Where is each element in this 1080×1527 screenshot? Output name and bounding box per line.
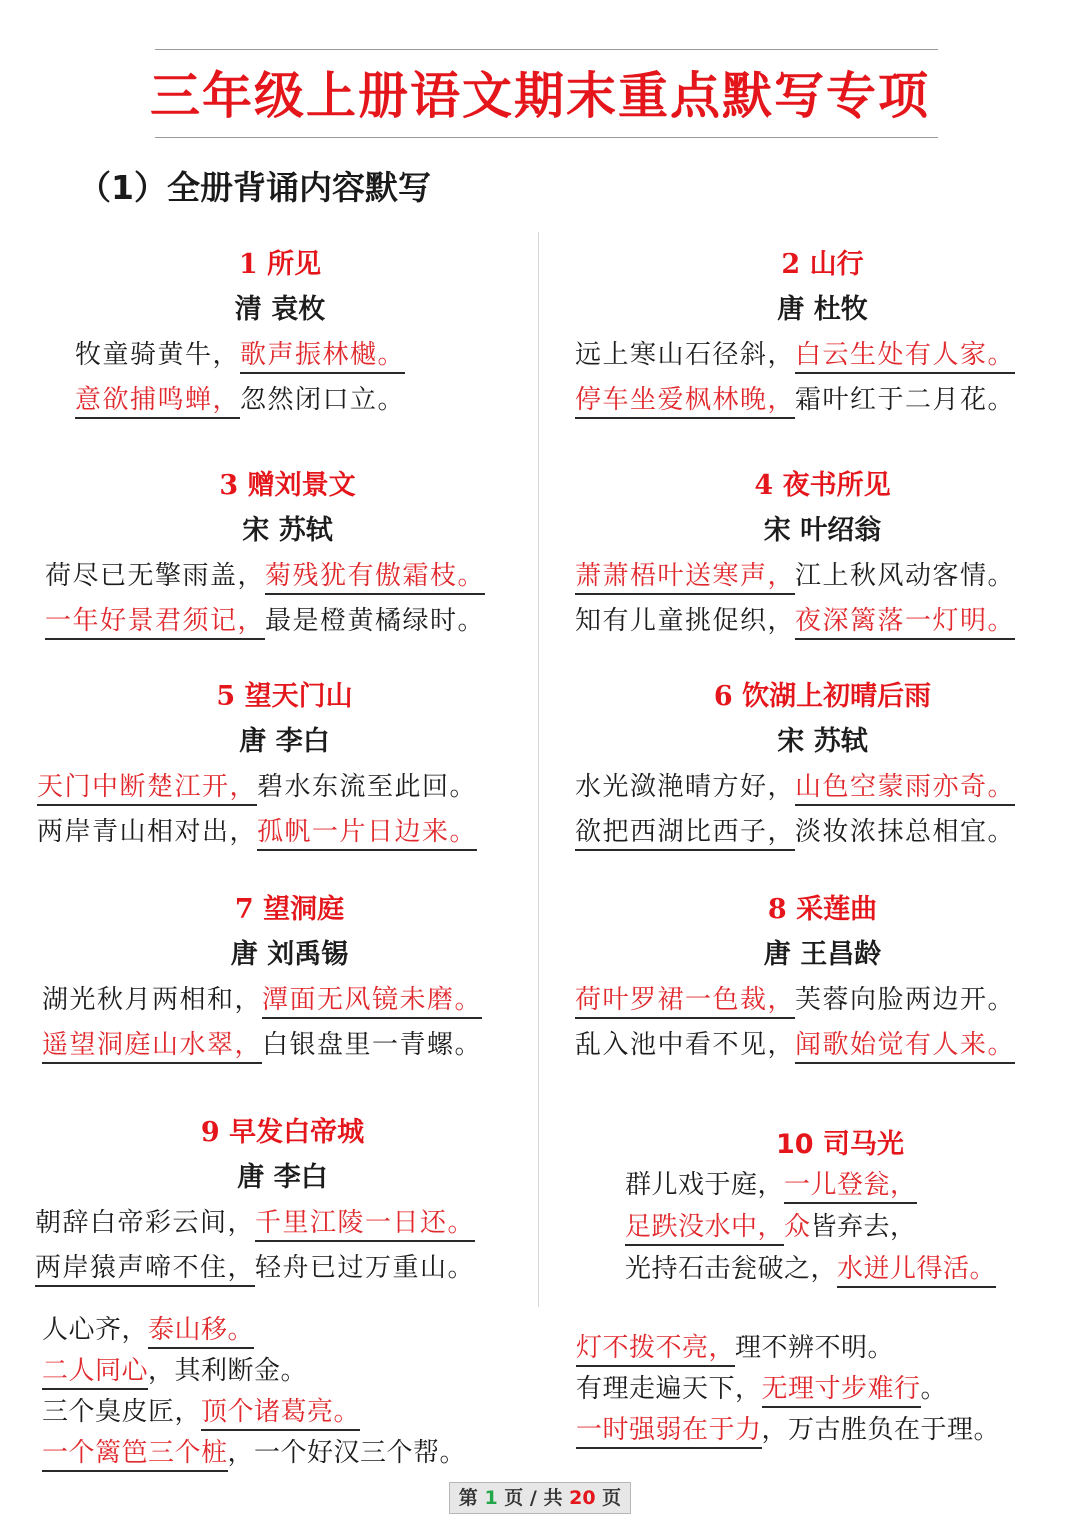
- answer-blank: 欲把西湖比西子，: [575, 817, 795, 851]
- verse-line: [575, 335, 1070, 377]
- verse-text: 淡妆浓抹总相宜。: [795, 817, 1016, 847]
- verse-text: 最是橙黄橘绿时。: [265, 606, 486, 636]
- prose-text: 群儿戏于庭，: [625, 1170, 785, 1200]
- section-heading: （1）全册背诵内容默写: [78, 168, 431, 207]
- saying-line: [42, 1310, 537, 1352]
- answer-blank: 意欲捕鸣蝉，: [75, 385, 240, 419]
- poem-title: 9 早发白帝城: [200, 1117, 365, 1148]
- saying-line: [576, 1410, 1071, 1452]
- page-indicator: [449, 1482, 631, 1514]
- page-title: 三年级上册语文期末重点默写专项: [150, 66, 930, 125]
- poem-author: 宋 苏轼: [777, 726, 868, 757]
- poem-title: 8 采莲曲: [767, 894, 878, 925]
- current-page: 1: [484, 1487, 498, 1509]
- answer-blank: 停车坐爱枫林晚，: [575, 385, 795, 419]
- verse-text: 荷尽已无擎雨盖，: [45, 561, 266, 591]
- verse-line: [575, 767, 1070, 809]
- verse-text: 牧童骑黄牛，: [75, 340, 241, 370]
- saying-line: [42, 1392, 537, 1434]
- answer-blank: 两岸猿声啼不住，: [35, 1253, 255, 1287]
- prose-line: [625, 1249, 1065, 1291]
- column-divider: [538, 232, 539, 1307]
- verse-text: 忽然闭口立。: [240, 385, 406, 415]
- answer-blank: 山色空蒙雨亦奇。: [795, 772, 1015, 806]
- verse-text: 知有儿童挑促织，: [575, 606, 796, 636]
- verse-line: [45, 556, 535, 598]
- verse-text: 朝辞白帝彩云间，: [35, 1208, 256, 1238]
- verse-line: [42, 1025, 537, 1067]
- verse-text: 水光潋滟晴方好，: [575, 772, 796, 802]
- answer-blank: 菊残犹有傲霜枝。: [265, 561, 485, 595]
- verse-line: [37, 812, 532, 854]
- answer-blank: 千里江陵一日还。: [255, 1208, 475, 1242]
- verse-line: [575, 556, 1070, 598]
- total-pages: 20: [569, 1487, 596, 1509]
- saying-text: ，一个好汉三个帮。: [227, 1438, 467, 1468]
- saying-text: 。: [920, 1374, 948, 1404]
- saying-line: [576, 1328, 1071, 1370]
- poem-title: 6 饮湖上初晴后雨: [713, 681, 932, 712]
- poem-author: 唐 李白: [239, 726, 330, 757]
- verse-text: 远上寒山石径斜，: [575, 340, 796, 370]
- poem-author: 唐 杜牧: [777, 294, 868, 325]
- poem-author: 宋 叶绍翁: [763, 515, 882, 546]
- answer-blank: 闻歌始觉有人来。: [795, 1030, 1015, 1064]
- answer-blank: 一年好景君须记，: [45, 606, 265, 640]
- page-middle: 页 / 共: [504, 1487, 563, 1509]
- answer-blank: 一个篱笆三个桩: [42, 1438, 228, 1472]
- verse-line: [75, 335, 520, 377]
- verse-line: [35, 1203, 530, 1245]
- poem-author: 唐 李白: [237, 1162, 328, 1193]
- verse-text: 白银盘里一青螺。: [262, 1030, 483, 1060]
- saying-line: [42, 1433, 537, 1475]
- saying-text: 理不辨不明。: [735, 1333, 895, 1363]
- prose-text: 皆弃去，: [810, 1212, 917, 1242]
- verse-line: [35, 1248, 530, 1290]
- verse-text: 湖光秋月两相和，: [42, 985, 263, 1015]
- saying-text: ，万古胜负在于理。: [761, 1415, 1001, 1445]
- poem-author: 唐 王昌龄: [763, 939, 882, 970]
- answer-blank: 潭面无风镜未磨。: [262, 985, 482, 1019]
- answer-blank: 二人同心: [42, 1356, 148, 1390]
- page-suffix: 页: [602, 1487, 622, 1509]
- answer-blank: 夜深篱落一灯明。: [795, 606, 1015, 640]
- verse-line: [575, 380, 1070, 422]
- verse-text: 轻舟已过万重山。: [255, 1253, 476, 1283]
- poem-title: 3 赠刘景文: [219, 470, 356, 501]
- prose-text: 光持石击瓮破之，: [625, 1254, 838, 1284]
- answer-blank: 荷叶罗裙一色裁，: [575, 985, 795, 1019]
- answer-blank: 遥望洞庭山水翠，: [42, 1030, 262, 1064]
- answer-blank: 无理寸步难行: [762, 1374, 921, 1408]
- verse-text: 江上秋风动客情。: [795, 561, 1016, 591]
- verse-line: [37, 767, 532, 809]
- verse-line: [575, 812, 1070, 854]
- verse-line: [575, 601, 1070, 643]
- prose-line: [625, 1165, 1065, 1207]
- answer-blank: 一时强弱在于力: [576, 1415, 762, 1449]
- saying-text: ，其利断金。: [148, 1356, 308, 1386]
- poem-author: 宋 苏轼: [242, 515, 333, 546]
- poem-author: 唐 刘禹锡: [230, 939, 349, 970]
- answer-blank: 顶个诸葛亮。: [201, 1397, 360, 1431]
- poem-title: 2 山行: [781, 249, 864, 280]
- answer-blank: 天门中断楚江开，: [37, 772, 257, 806]
- verse-line: [575, 1025, 1070, 1067]
- verse-line: [42, 980, 537, 1022]
- title-rule-top: [155, 49, 938, 50]
- verse-line: [575, 980, 1070, 1022]
- page-prefix: 第: [458, 1487, 478, 1509]
- text-title: 10 司马光: [776, 1129, 904, 1160]
- poem-title: 5 望天门山: [216, 681, 353, 712]
- title-rule-bottom: [155, 137, 938, 138]
- verse-text: 两岸青山相对出，: [37, 817, 258, 847]
- verse-text: 芙蓉向脸两边开。: [795, 985, 1016, 1015]
- saying-text: 三个臭皮匠，: [42, 1397, 202, 1427]
- answer-blank: 灯不拨不亮，: [576, 1333, 735, 1367]
- saying-text: 人心齐，: [42, 1315, 149, 1345]
- answer-blank: 一儿登瓮，: [784, 1170, 917, 1204]
- answer-blank: 白云生处有人家。: [795, 340, 1015, 374]
- verse-line: [75, 380, 520, 422]
- poem-title: 7 望洞庭: [234, 894, 345, 925]
- prose-line: [625, 1207, 1065, 1249]
- verse-text: 乱入池中看不见，: [575, 1030, 796, 1060]
- verse-line: [45, 601, 535, 643]
- answer-blank: 泰山移。: [148, 1315, 254, 1349]
- answer-text: 众: [784, 1212, 811, 1242]
- verse-text: 碧水东流至此回。: [257, 772, 478, 802]
- saying-line: [42, 1351, 537, 1393]
- answer-blank: 萧萧梧叶送寒声，: [575, 561, 795, 595]
- answer-blank: 水迸儿得活。: [837, 1254, 996, 1288]
- answer-blank: 孤帆一片日边来。: [257, 817, 477, 851]
- poem-title: 1 所见: [238, 249, 322, 280]
- poem-author: 清 袁枚: [234, 294, 326, 325]
- answer-blank: 足跌没水中，: [625, 1212, 784, 1246]
- poem-title: 4 夜书所见: [754, 470, 891, 501]
- answer-blank: 歌声振林樾。: [240, 340, 405, 374]
- saying-line: [576, 1369, 1071, 1411]
- verse-text: 霜叶红于二月花。: [795, 385, 1016, 415]
- saying-text: 有理走遍天下，: [576, 1374, 762, 1404]
